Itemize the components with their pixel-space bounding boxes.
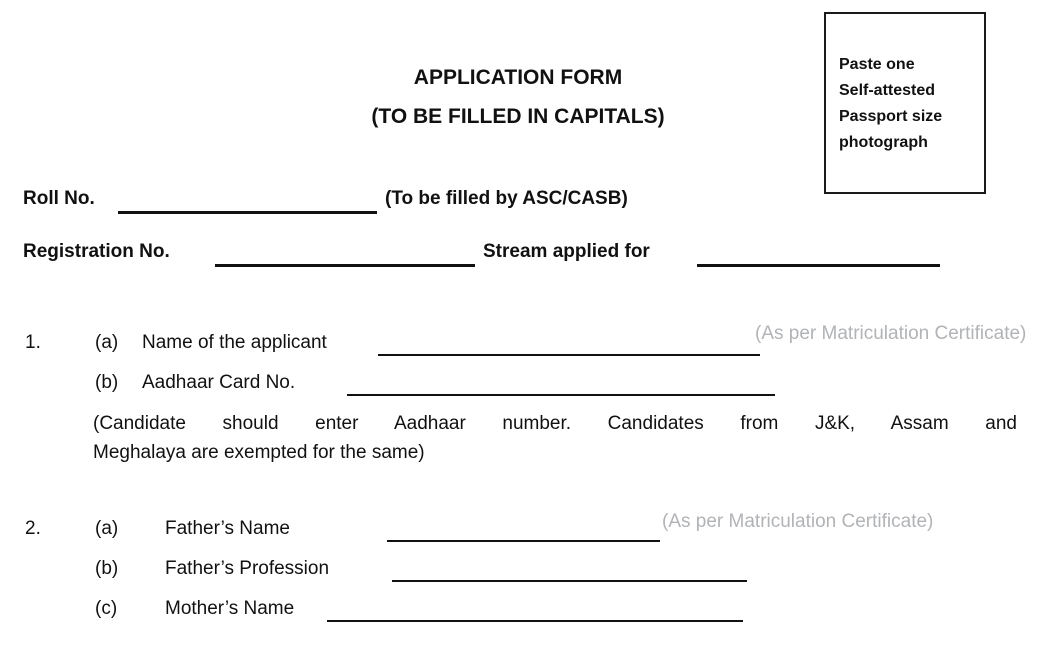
aadhaar-note-line-1: (Candidate should enter Aadhaar number. Candidates from J&K, Assam and (93, 413, 1017, 434)
photo-instruction-line: photograph (839, 134, 928, 151)
aadhaar-note-line-2: Meghalaya are exempted for the same) (93, 442, 425, 463)
roll-no-label: Roll No. (23, 188, 95, 209)
aadhaar-blank-line (347, 394, 775, 396)
fathers-profession-blank-line (392, 580, 747, 582)
roll-no-blank-line (118, 211, 377, 214)
item2b-marker: (b) (95, 558, 119, 579)
fathers-name-label: Father’s Name (165, 518, 290, 539)
fathers-profession-label: Father’s Profession (165, 558, 330, 579)
aadhaar-label: Aadhaar Card No. (142, 372, 296, 393)
photo-instruction-line: Paste one (839, 56, 915, 73)
stream-applied-blank-line (697, 264, 940, 267)
matriculation-note-1: (As per Matriculation Certificate) (755, 323, 1027, 344)
matriculation-note-2: (As per Matriculation Certificate) (662, 511, 934, 532)
photo-paste-instructions (839, 52, 984, 156)
item2a-marker: (a) (95, 518, 119, 539)
item1-number: 1. (25, 332, 41, 353)
roll-no-suffix: (To be filled by ASC/CASB) (385, 188, 628, 209)
aadhaar-exemption-note (93, 409, 1017, 467)
item2-number: 2. (25, 518, 41, 539)
mothers-name-label: Mother’s Name (165, 598, 295, 619)
registration-no-blank-line (215, 264, 475, 267)
photo-instruction-line: Self-attested (839, 82, 936, 99)
page-subtitle: (TO BE FILLED IN CAPITALS) (371, 105, 665, 128)
fathers-name-blank-line (387, 540, 660, 542)
photo-paste-box (824, 12, 986, 194)
item1a-marker: (a) (95, 332, 119, 353)
photo-instruction-line: Passport size (839, 108, 943, 125)
item2c-marker: (c) (95, 598, 118, 619)
page-title: APPLICATION FORM (413, 66, 623, 89)
stream-applied-label: Stream applied for (483, 241, 650, 262)
item1b-marker: (b) (95, 372, 119, 393)
applicant-name-blank-line (378, 354, 760, 356)
registration-no-label: Registration No. (23, 241, 170, 262)
applicant-name-label: Name of the applicant (142, 332, 327, 353)
mothers-name-blank-line (327, 620, 743, 622)
